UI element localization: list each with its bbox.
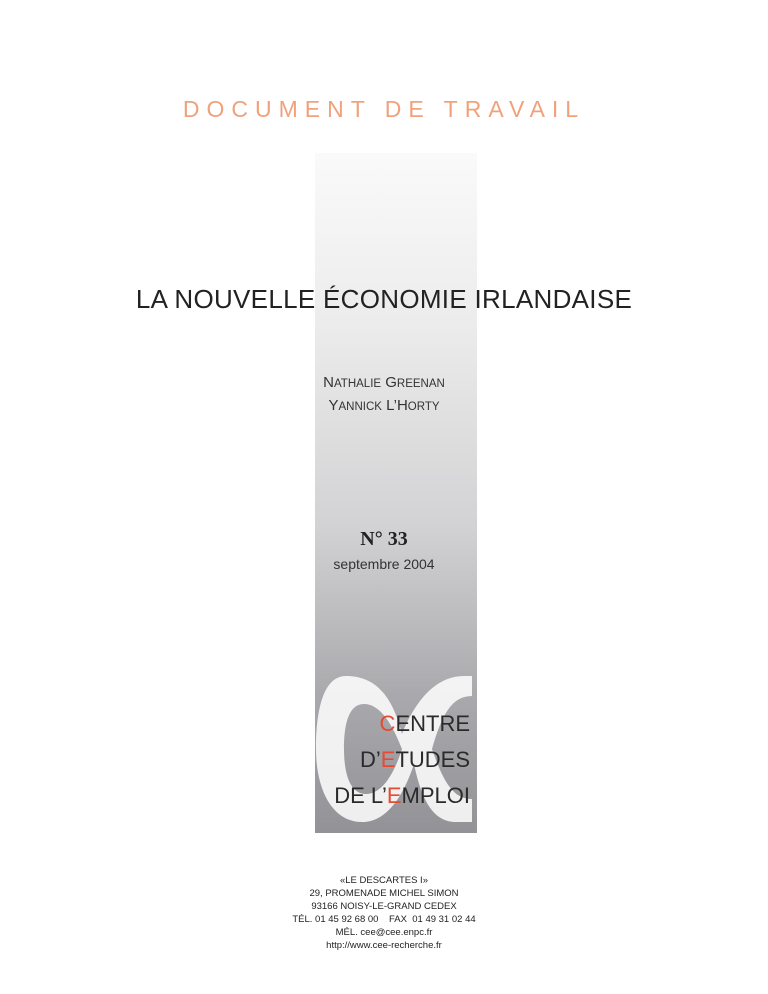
document-title: LA NOUVELLE ÉCONOMIE IRLANDAISE <box>135 284 633 314</box>
address-line: 93166 NOISY-LE-GRAND CEDEX <box>311 901 457 912</box>
issue-number: N° 33 <box>360 528 408 550</box>
authors-block <box>0 372 768 418</box>
website-line: http://www.cee-recherche.fr <box>326 940 442 951</box>
email-line: MÉL. cee@cee.enpc.fr <box>335 927 433 938</box>
organization-name <box>334 706 470 814</box>
org-line-2: D’ETUDES <box>359 747 470 772</box>
org-line-1: CENTRE <box>379 711 470 736</box>
document-type-heading: DOCUMENT DE TRAVAIL <box>182 96 586 122</box>
address-line: 29, PROMENADE MICHEL SIMON <box>309 888 459 899</box>
author-1: NATHALIE GREENAN <box>323 374 445 391</box>
address-block <box>0 874 768 952</box>
org-line-3: DE L’EMPLOI <box>334 783 470 808</box>
phone-fax-line: TÉL. 01 45 92 68 00 FAX 01 49 31 02 44 <box>292 914 476 925</box>
address-line: «LE DESCARTES I» <box>339 875 428 886</box>
author-2: YANNICK L’HORTY <box>328 397 440 414</box>
issue-date: septembre 2004 <box>333 556 435 572</box>
